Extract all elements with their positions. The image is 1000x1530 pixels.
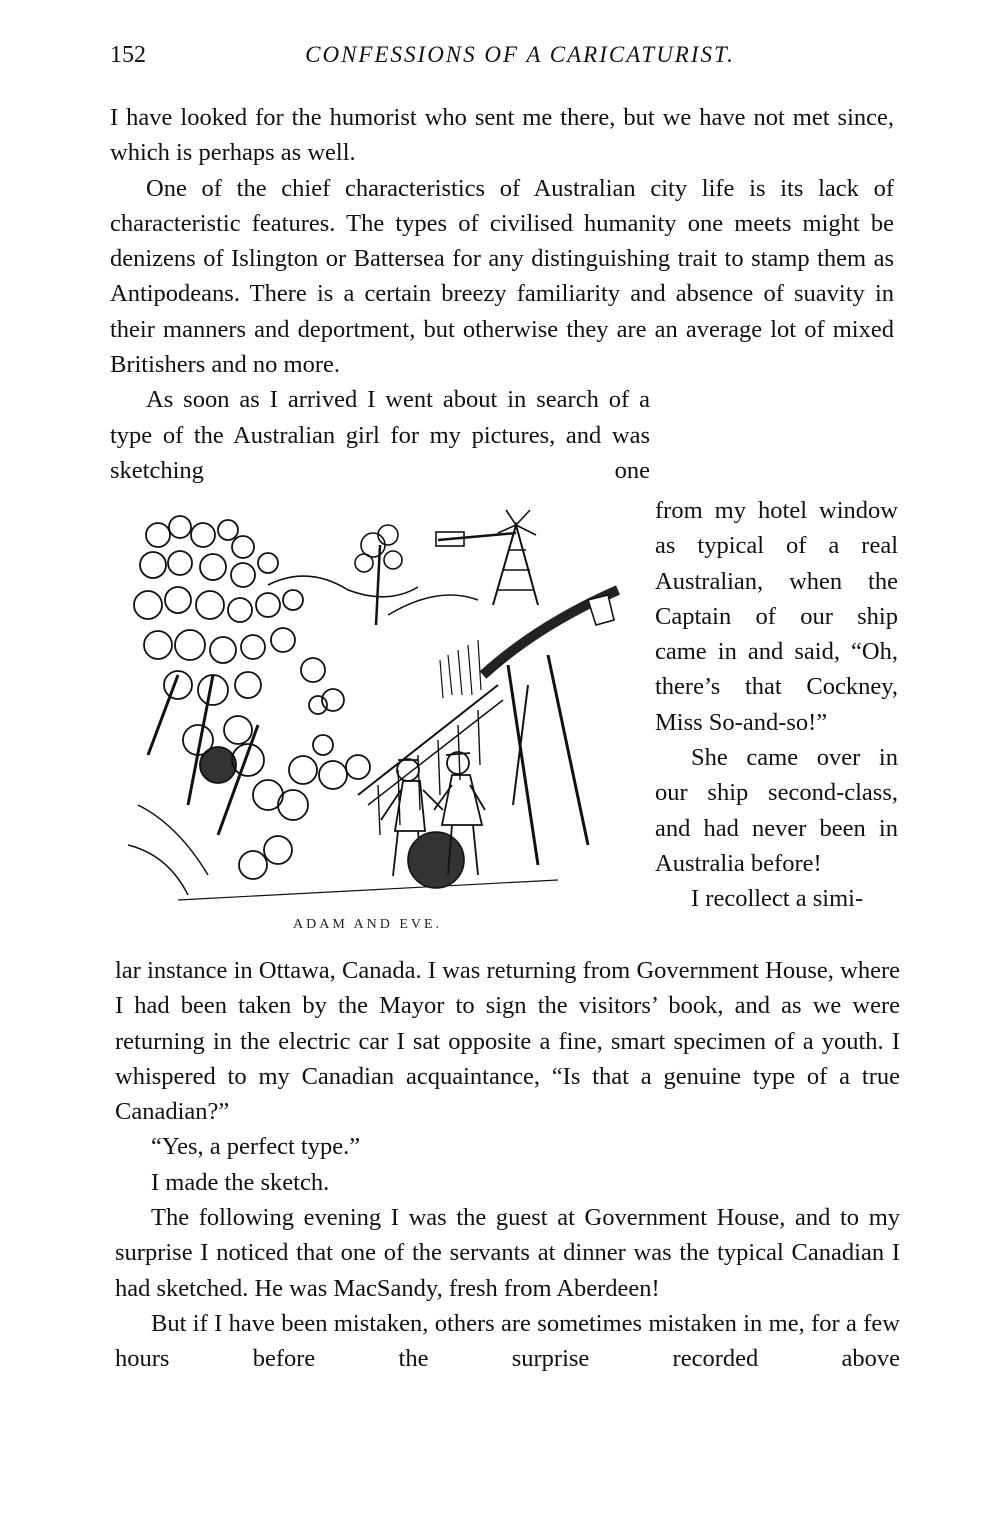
paragraph: But if I have been mistaken, others are sometimes mistaken in me, for a few hours before the surprise recorded above bbox=[115, 1309, 900, 1373]
text-block-narrow bbox=[655, 493, 898, 917]
page-header bbox=[110, 42, 900, 78]
text-block-bottom bbox=[115, 953, 900, 1377]
paragraph: I made the sketch. bbox=[151, 1168, 330, 1196]
adam-and-eve-illustration bbox=[118, 505, 638, 945]
text-block-top bbox=[110, 100, 894, 488]
paragraph: I recollect a simi- bbox=[691, 885, 864, 913]
figure-caption: ADAM AND EVE. bbox=[293, 917, 443, 932]
page-number: 152 bbox=[110, 42, 146, 68]
paragraph: I have looked for the humorist who sent me there, but we have not met since, which is perhaps as well. bbox=[110, 104, 894, 167]
paragraph: “Yes, a perfect type.” bbox=[151, 1133, 361, 1161]
illustration bbox=[118, 505, 638, 945]
paragraph: lar instance in Ottawa, Canada. I was returning from Government House, where I had been taken by the Mayor to sign the visitors’ book, and as we were returning in the electric car I sat opposite a fine, smart specimen of a youth. I whispered to my Canadian acquaintance, “Is that a genuine type of a true Canadian?” bbox=[115, 957, 900, 1126]
paragraph: She came over in our ship second-class, and had never been in Australia before! bbox=[655, 744, 898, 877]
paragraph: from my hotel window as typical of a real Australian, when the Captain of our ship came in and said, “Oh, there’s that Cockney, Miss So-and-so!” bbox=[655, 497, 898, 736]
paragraph: As soon as I arrived I went about in search of a type of the Australian girl for my pictures, and was sketching one bbox=[110, 386, 650, 484]
paragraph: One of the chief characteristics of Australian city life is its lack of characteristic features. The types of civilised humanity one meets might be denizens of Islington or Battersea for any distinguishing trait to stamp them as Antipodeans. There is a certain breezy familiarity and absence of suavity in their manners and deportment, but otherwise they are an average lot of mixed Britishers and no more. bbox=[110, 174, 894, 379]
running-title: CONFESSIONS OF A CARICATURIST. bbox=[305, 42, 735, 67]
paragraph: The following evening I was the guest at Government House, and to my surprise I noticed that one of the servants at dinner was the typical Canadian I had sketched. He was MacSandy, fresh from Aberdeen! bbox=[115, 1204, 900, 1302]
